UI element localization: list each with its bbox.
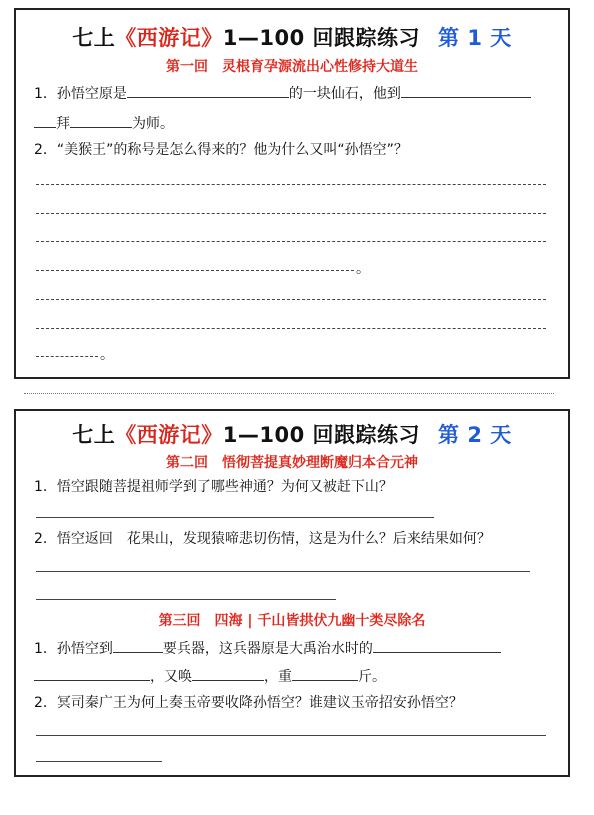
card-separator xyxy=(24,393,554,394)
question-1-line1 xyxy=(34,82,531,104)
c3q1-blank-5[interactable] xyxy=(292,665,358,681)
ch3-question-2: 2．冥司秦广王为何上奏玉帝要收降孙悟空？谁建议玉帝招安孙悟空？ xyxy=(34,695,463,711)
ch2-question-1: 1．悟空跟随菩提祖师学到了哪些神通？为何又被赶下山？ xyxy=(34,479,393,495)
answer-line[interactable] xyxy=(36,270,354,271)
title-book: 《西游记》 xyxy=(115,26,223,50)
answer-line[interactable] xyxy=(36,599,336,600)
answer-line[interactable] xyxy=(36,184,546,185)
answer-line[interactable] xyxy=(36,735,546,736)
question-1-line2 xyxy=(34,112,174,134)
q1-blank-1[interactable] xyxy=(127,82,289,98)
q1-blank-4[interactable] xyxy=(70,112,132,128)
c3q1-blank-2[interactable] xyxy=(373,637,501,653)
answer-period: 。 xyxy=(356,261,370,277)
title-grade: 七上 xyxy=(72,423,116,447)
c3q1-blank-3[interactable] xyxy=(34,665,150,681)
day-label: 第 1 天 xyxy=(438,26,512,50)
c3q1-text-b: 要兵器，这兵器原是大禹治水时的 xyxy=(162,641,373,657)
day2-card xyxy=(14,409,570,777)
c3q1-text-a: 1．孙悟空到 xyxy=(34,641,113,657)
day2-title xyxy=(16,419,568,449)
c3q1-blank-4[interactable] xyxy=(192,665,264,681)
chapter-3-heading: 第三回 四海 | 千山皆拱伏九幽十类尽除名 xyxy=(158,613,426,629)
q1-blank-3[interactable] xyxy=(34,112,56,128)
q1-text-c: 拜 xyxy=(56,116,70,132)
answer-line[interactable] xyxy=(36,299,546,300)
title-range: 1—100 回跟踪练习 xyxy=(222,423,421,447)
ch2-question-2: 2．悟空返回 花果山，发现猿啼悲切伤情，这是为什么？后来结果如何？ xyxy=(34,531,491,547)
day-label: 第 2 天 xyxy=(438,423,512,447)
chapter-heading: 第一回 灵根育孕源流出心性修持大道生 xyxy=(166,59,418,75)
ch3-question-1-line2 xyxy=(34,665,386,687)
c3q1-blank-1[interactable] xyxy=(113,637,163,653)
answer-line[interactable] xyxy=(36,517,434,518)
ch3-question-1-line1 xyxy=(34,637,501,659)
c3q1-text-e: 斤。 xyxy=(358,669,386,685)
answer-period: 。 xyxy=(100,347,114,363)
answer-line[interactable] xyxy=(36,241,546,242)
q1-text-b: 的一块仙石，他到 xyxy=(288,86,401,102)
q1-text-a: 1．孙悟空原是 xyxy=(34,86,127,102)
title-book: 《西游记》 xyxy=(115,423,223,447)
title-grade: 七上 xyxy=(72,26,116,50)
day1-card xyxy=(14,8,570,379)
answer-line[interactable] xyxy=(36,328,546,329)
q1-text-d: 为师。 xyxy=(132,116,174,132)
title-range: 1—100 回跟踪练习 xyxy=(222,26,421,50)
answer-line[interactable] xyxy=(36,571,530,572)
c3q1-text-d: ，重 xyxy=(264,669,292,685)
c3q1-text-c: ，又唤 xyxy=(150,669,192,685)
q1-blank-2[interactable] xyxy=(401,82,531,98)
answer-line[interactable] xyxy=(36,356,98,357)
question-2: 2．“美猴王”的称号是怎么得来的？他为什么又叫“孙悟空”？ xyxy=(34,142,408,158)
answer-line[interactable] xyxy=(36,213,546,214)
day1-title xyxy=(16,22,568,52)
chapter-2-heading: 第二回 悟彻菩提真妙理断魔归本合元神 xyxy=(166,455,418,471)
answer-line[interactable] xyxy=(36,761,162,762)
